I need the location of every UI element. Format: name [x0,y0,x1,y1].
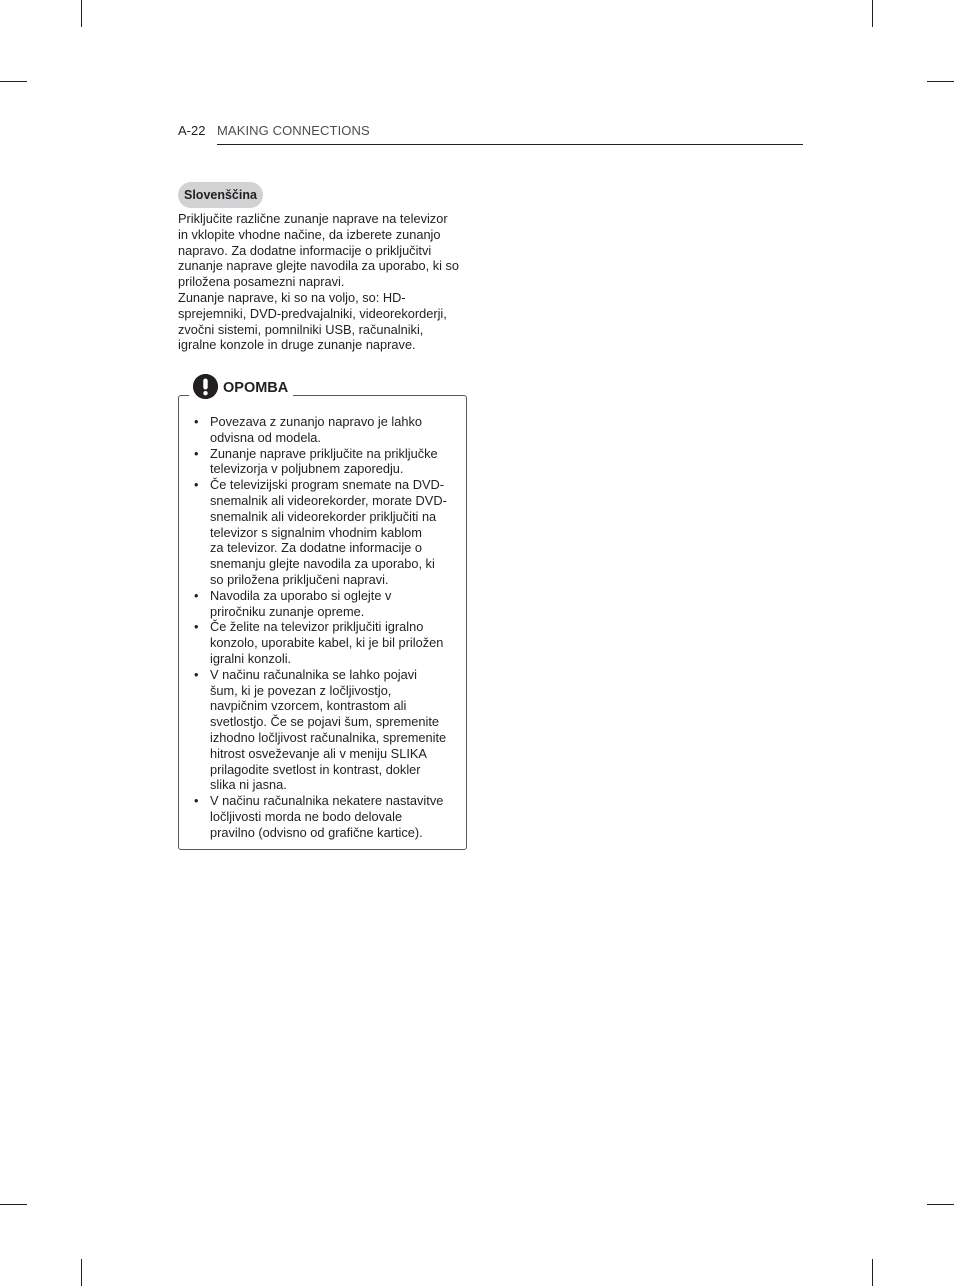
crop-mark-top-left-horizontal [0,81,27,82]
section-title: MAKING CONNECTIONS [217,123,370,138]
exclamation-glyph [193,374,218,399]
list-item-text: V načinu računalnika se lahko pojavi šum, ki je povezan z ločljivostjo, navpičnim vzorcem, kontrastom ali svetlostjo. Če se pojavi šum, spremenite izhodno ločljivost računalnika, spremenite hitrost osveževanje ali v meniju SLIKA prilagodite svetlost in kontrast, dokler slika ni jasna. [210,666,447,793]
crop-mark-bottom-left-vertical [81,1259,82,1286]
bullet: • [194,477,199,493]
list-item-text: Če želite na televizor priključiti igralno konzolo, uporabite kabel, ki je bil priložen igralni konzoli. [210,619,444,666]
page-number: A-22 [178,123,206,138]
list-item-text: Zunanje naprave priključite na priključke televizorja v poljubnem zaporedju. [210,445,438,477]
crop-mark-top-right-horizontal [927,81,954,82]
language-badge: Slovenščina [178,182,263,208]
list-item-text: Povezava z zunanjo napravo je lahko odvisna od modela. [210,414,422,445]
list-item [192,414,458,446]
bullet: • [194,587,199,603]
crop-mark-bottom-left-horizontal [0,1204,27,1205]
crop-mark-top-right-vertical [872,0,873,27]
note-label: OPOMBA [223,380,289,396]
note-list [192,414,458,841]
list-item-text: Navodila za uporabo si oglejte v priročniku zunanje opreme. [210,587,392,619]
crop-mark-bottom-right-horizontal [927,1204,954,1205]
list-item [192,619,458,666]
intro-paragraph: Priključite različne zunanje naprave na televizor in vklopite vhodne načine, da izberete zunanjo napravo. Za dodatne informacije o priključitvi zunanje naprave glejte navodila za uporabo, ki so priložena posamezni napravi. [178,211,460,290]
crop-mark-top-left-vertical [81,0,82,27]
bullet: • [194,619,199,635]
note-header [189,373,293,403]
bullet: • [194,445,199,461]
bullet: • [194,414,199,429]
intro-text [178,211,478,353]
intro-paragraph: Zunanje naprave, ki so na voljo, so: HD- sprejemniki, DVD-predvajalniki, videorekorderji, zvočni sistemi, pomnilniki USB, računalniki, igralne konzole in druge zunanje naprave. [178,289,447,353]
bullet: • [194,666,199,682]
bullet: • [194,793,199,809]
list-item [192,477,458,588]
list-item [192,667,458,793]
list-item-text: Če televizijski program snemate na DVD- snemalnik ali videorekorder, morate DVD- snemalnik ali videorekorder priključiti na televizor s signalnim vhodnim kablom za televizor. Za dodatne informacije o snemanju glejte navodila za uporabo, ki so priložena priključeni napravi. [210,477,447,587]
exclamation-circle-icon [193,374,218,399]
list-item [192,588,458,620]
header-rule [217,144,803,145]
list-item [192,793,458,840]
list-item [192,446,458,478]
crop-mark-bottom-right-vertical [872,1259,873,1286]
list-item-text: V načinu računalnika nekatere nastavitve ločljivosti morda ne bodo delovale pravilno (odvisno od grafične kartice). [210,793,444,840]
